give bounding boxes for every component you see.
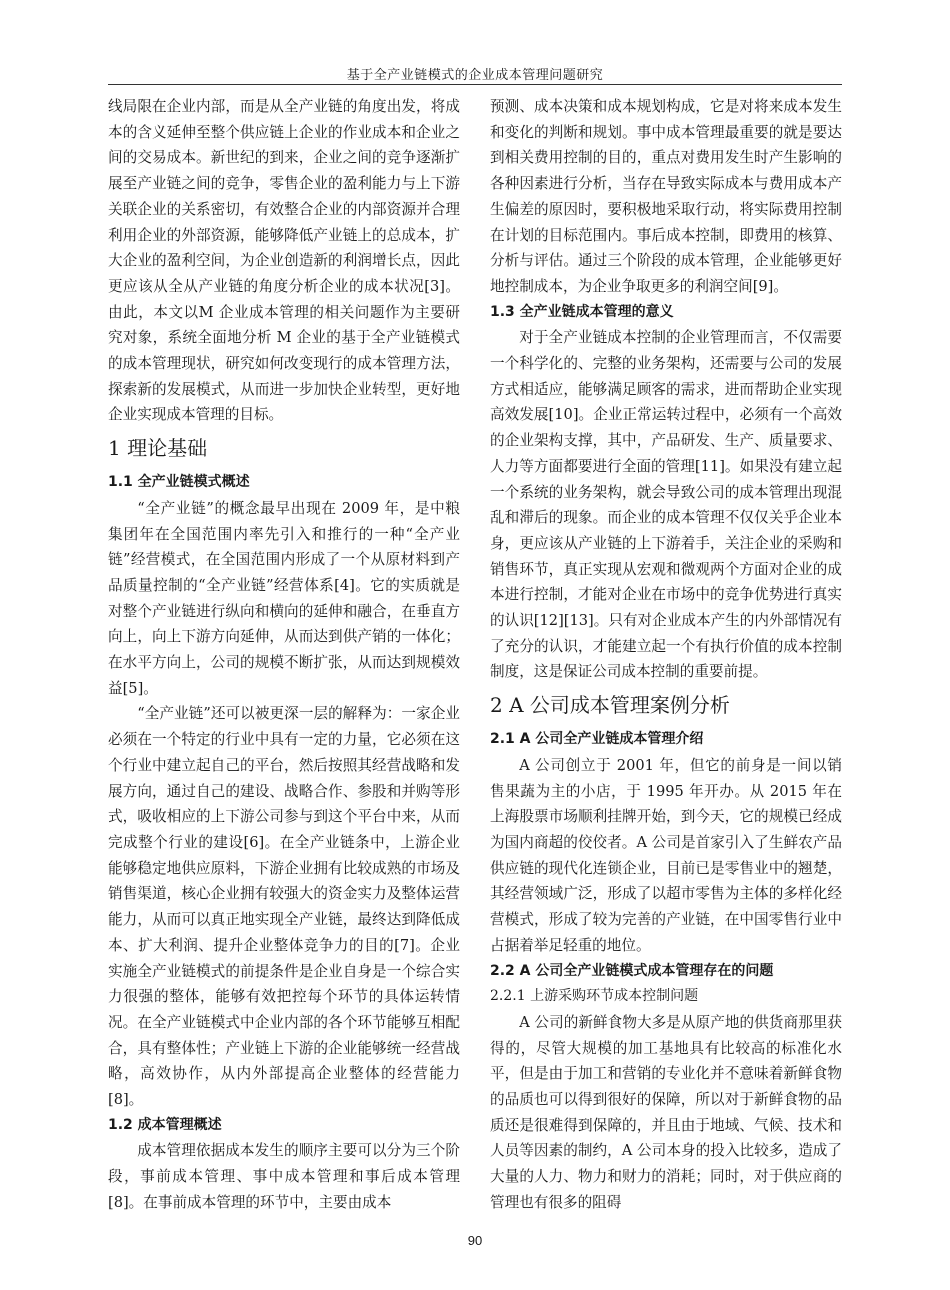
header-rule <box>108 84 842 85</box>
subsection-heading: 1.3 全产业链成本管理的意义 <box>490 303 674 320</box>
paragraph: 对于全产业链成本控制的企业管理而言，不仅需要一个科学化的、完整的业务架构，还需要与公司的发展方式相适应，能够满足顾客的需求，进而帮助企业实现高效发展[10]。企业正常运转过程中，必须有一个高效的企业架构支撑，其中，产品研发、生产、质量要求、人力等方面都要进行全面的管理[11]。如果没有建立起一个系统的业务架构，就会导致公司的成本管理出现混乱和滞后的现象。而企业的成本管理不仅仅关乎企业本身，更应该从产业链的上下游着手，关注企业的采购和销售环节，真正实现从宏观和微观两个方面对企业的成本进行控制，才能对企业在市场中的竞争优势进行真实的认识[12][13]。只有对企业成本产生的内外部情况有了充分的认识，才能建立起一个有执行价值的成本控制制度，这是保证公司成本控制的重要前提。 <box>490 329 842 681</box>
paragraph: 预测、成本决策和成本规划构成，它是对将来成本发生和变化的判断和规划。事中成本管理最重要的就是要达到相关费用控制的目的，重点对费用发生时产生影响的各种因素进行分析，当存在导致实际成本与费用成本产生偏差的原因时，要积极地采取行动，将实际费用控制在计划的目标范围内。事后成本控制，即费用的核算、分析与评估。通过三个阶段的成本管理，企业能够更好地控制成本，为企业争取更多的利润空间[9]。 <box>490 98 842 295</box>
paragraph: 成本管理依据成本发生的顺序主要可以分为三个阶段，事前成本管理、事中成本管理和事后成本管理[8]。在事前成本管理的环节中，主要由成本 <box>108 1142 460 1211</box>
subsection-heading: 2.1 A 公司全产业链成本管理介绍 <box>490 731 704 748</box>
paragraph: A 公司的新鲜食物大多是从原产地的供货商那里获得的，尽管大规模的加工基地具有比较高的标准化水平，但是由于加工和营销的专业化并不意味着新鲜食物的品质也可以得到很好的保障，所以对于新鲜食物的品质还是很难得到保障的，并且由于地域、气候、技术和人员等因素的制约，A 公司本身的投入比较多，造成了大量的人力、物力和财力的消耗；同时，对于供应商的管理也有很多的阻碍 <box>490 1013 842 1211</box>
page-number: 90 <box>467 1233 483 1248</box>
section-heading: 1 理论基础 <box>108 436 208 461</box>
subsection-heading: 1.2 成本管理概述 <box>108 1116 222 1133</box>
right-column <box>490 94 842 1216</box>
paragraph: 线局限在企业内部，而是从全产业链的角度出发，将成本的含义延伸至整个供应链上企业的作业成本和企业之间的交易成本。新世纪的到来，企业之间的竞争逐渐扩展至产业链之间的竞争，零售企业的盈利能力与上下游关联企业的关系密切，有效整合企业的内部资源并合理利用企业的外部资源，能够降低产业链上的总成本，扩大企业的盈利空间，为企业创造新的利润增长点，因此更应该从全从产业链的角度分析企业的成本状况[3]。由此，本文以M 企业成本管理的相关问题作为主要研究对象，系统全面地分析 M 企业的基于全产业链模式的成本管理现状，研究如何改变现行的成本管理方法，探索新的发展模式，从而进一步加快企业转型，更好地企业实现成本管理的目标。 <box>108 98 460 424</box>
subsection-heading: 1.1 全产业链模式概述 <box>108 474 250 491</box>
section-heading: 2 A 公司成本管理案例分析 <box>490 693 730 718</box>
running-header: 基于全产业链模式的企业成本管理问题研究 <box>346 68 604 83</box>
paragraph: “全产业链”还可以被更深一层的解释为：一家企业必须在一个特定的行业中具有一定的力量，它必须在这个行业中建立起自己的平台，然后按照其经营战略和发展方向，通过自己的建设、战略合作、参股和并购等形式，吸收相应的上下游公司参与到这个平台中来，从而完成整个行业的建设[6]。在全产业链条中，上游企业能够稳定地供应原料，下游企业拥有比较成熟的市场及销售渠道，核心企业拥有较强大的资金实力及整体运营能力，从而可以真正地实现全产业链，最终达到降低成本、扩大利润、提升企业整体竞争力的目的[7]。企业实施全产业链模式的前提条件是企业自身是一个综合实力很强的整体，能够有效把控每个环节的具体运转情况。在全产业链模式中企业内部的各个环节能够互相配合，具有整体性；产业链上下游的企业能够统一经营战略，高效协作，从内外部提高企业整体的经营能力[8]。 <box>108 705 460 1109</box>
paragraph: “全产业链”的概念最早出现在 2009 年，是中粮集团年在全国范围内率先引入和推行的一种“全产业链”经营模式，在全国范围内形成了一个从原材料到产品质量控制的“全产业链”经营体系[4]。它的实质就是对整个产业链进行纵向和横向的延伸和融合，在垂直方向上，向上下游方向延伸，从而达到供产销的一体化；在水平方向上，公司的规模不断扩张，从而达到规模效益[5]。 <box>108 499 460 697</box>
paragraph: A 公司创立于 2001 年，但它的前身是一间以销售果蔬为主的小店，于 1995 年开办。从 2015 年在上海股票市场顺利挂牌开始，到今天，它的规模已经成为国内商超的佼佼者。A 公司是首家引入了生鲜农产品供应链的现代化连锁企业，目前已是零售业中的翘楚，其经营领域广泛，形成了以超市零售为主体的多样化经营模式，形成了较为完善的产业链，在中国零售行业中占据着举足轻重的地位。 <box>490 756 842 954</box>
subsection-heading: 2.2 A 公司全产业链模式成本管理存在的问题 <box>490 962 774 979</box>
subsubsection-heading: 2.2.1 上游采购环节成本控制问题 <box>490 988 699 1005</box>
left-column <box>108 94 460 1216</box>
